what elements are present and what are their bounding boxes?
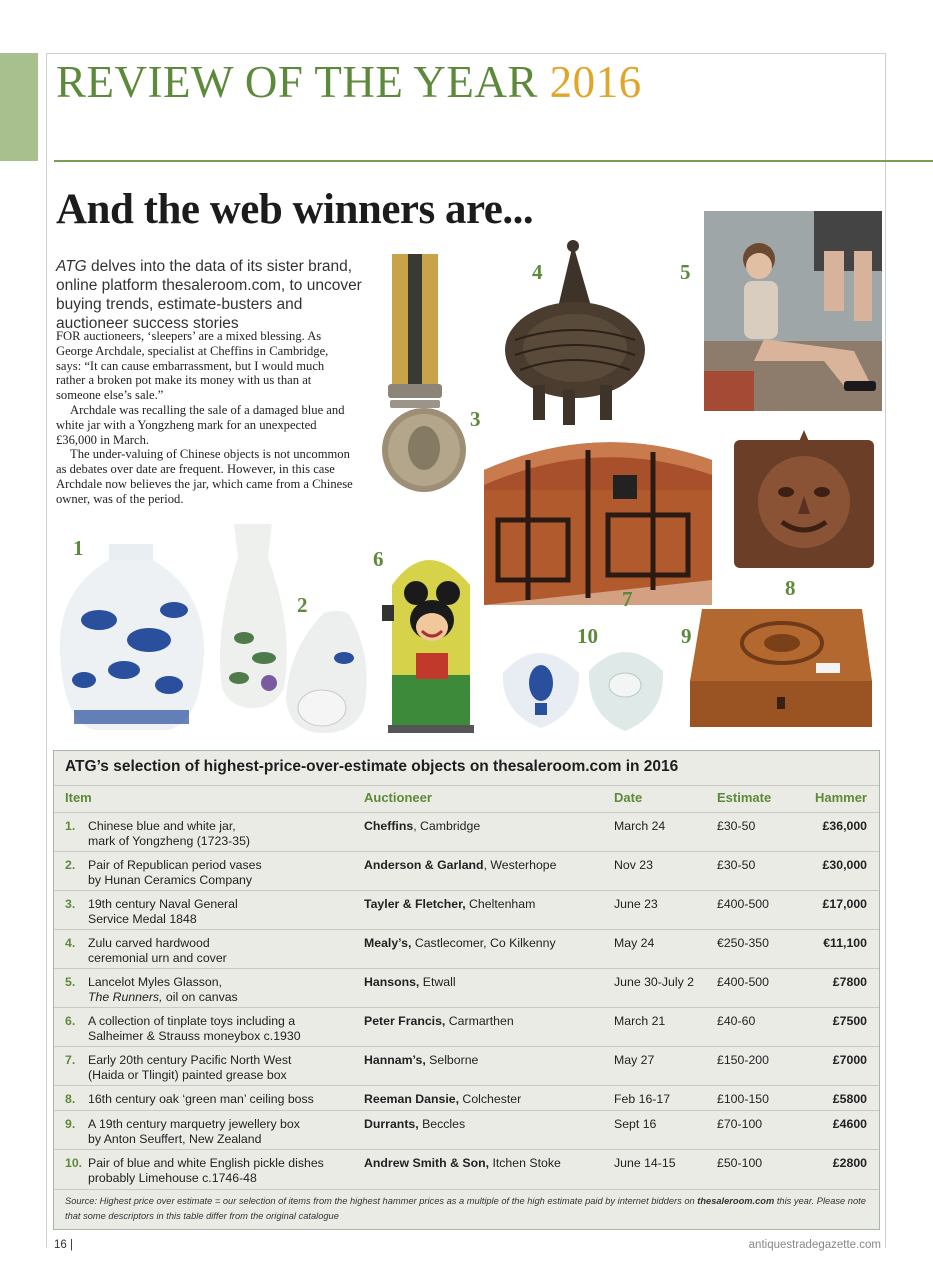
row-number: 9. <box>65 1117 76 1131</box>
row-number: 7. <box>65 1053 76 1067</box>
republican-vases-image <box>214 518 374 738</box>
row-item <box>88 936 368 966</box>
row-item <box>88 1117 368 1147</box>
row-auctioneer <box>364 1117 614 1132</box>
row-item <box>88 858 368 888</box>
auctioneer-name: Mealy’s, <box>364 936 412 950</box>
note-text: Source: Highest price over estimate = our selection of items from the highest hammer prices as a multiple of the high estimate paid by internet bidders on <box>65 1196 698 1206</box>
row-item <box>88 1092 368 1107</box>
row-number: 10. <box>65 1156 83 1170</box>
figure-number-1: 1 <box>73 536 84 560</box>
header-date: Date <box>614 790 643 805</box>
section-tab <box>0 53 38 161</box>
row-estimate: £50-100 <box>717 1156 763 1170</box>
item-line-2: oil on canvas <box>162 990 238 1004</box>
body-paragraph-3: The under-valuing of Chinese objects is not uncommon as debates over date are frequent. However, in this case Archdale now believes the jar, which came from a Chinese owner, was of the period. <box>56 447 353 506</box>
row-estimate: £150-200 <box>717 1053 769 1067</box>
item-line-1: Zulu carved hardwood <box>88 936 210 950</box>
row-number: 8. <box>65 1092 76 1106</box>
row-date: Sept 16 <box>614 1117 657 1131</box>
standfirst-text: delves into the data of its sister brand, online platform thesaleroom.com, to uncover buying trends, estimate-busters and auctioneer success stories <box>56 258 362 332</box>
row-auctioneer <box>364 1092 614 1107</box>
row-hammer: £4600 <box>832 1117 867 1131</box>
row-item <box>88 897 368 927</box>
row-item <box>88 1156 368 1186</box>
item-line-1: Lancelot Myles Glasson, <box>88 975 222 989</box>
item-line-1: A collection of tinplate toys including a <box>88 1014 296 1028</box>
figure-number-4: 4 <box>532 260 543 284</box>
auctioneer-name: Andrew Smith & Son, <box>364 1156 490 1170</box>
table-row <box>54 1149 879 1190</box>
row-estimate: €250-350 <box>717 936 769 950</box>
row-estimate: £30-50 <box>717 858 756 872</box>
row-hammer: €11,100 <box>823 936 867 950</box>
item-line-1: Early 20th century Pacific North West <box>88 1053 292 1067</box>
auctioneer-name: Durrants, <box>364 1117 419 1131</box>
row-date: June 23 <box>614 897 658 911</box>
row-date: Feb 16-17 <box>614 1092 671 1106</box>
row-item <box>88 1053 368 1083</box>
auctioneer-name: Peter Francis, <box>364 1014 446 1028</box>
row-item <box>88 1014 368 1044</box>
auctioneer-name: Anderson & Garland <box>364 858 484 872</box>
row-auctioneer <box>364 1014 614 1029</box>
figure-number-2: 2 <box>297 593 308 617</box>
row-hammer: £36,000 <box>822 819 867 833</box>
header-hammer: Hammer <box>814 790 867 805</box>
table-row <box>54 1007 879 1047</box>
grease-box-image <box>478 430 718 612</box>
painting-title: The Runners, <box>88 990 163 1004</box>
blue-white-jar-image <box>54 540 209 735</box>
auctioneer-location: Beccles <box>418 1117 466 1131</box>
auctioneer-name: Hannam’s, <box>364 1053 426 1067</box>
item-line-1: 16th century oak ‘green man’ ceiling boss <box>88 1092 314 1106</box>
item-line-1: 19th century Naval General <box>88 897 238 911</box>
row-estimate: £70-100 <box>717 1117 763 1131</box>
figure-number-8: 8 <box>785 576 796 600</box>
table-row <box>54 851 879 891</box>
auctioneer-name: Cheffins <box>364 819 414 833</box>
row-hammer: £2800 <box>832 1156 867 1170</box>
body-paragraph-1: FOR auctioneers, ‘sleepers’ are a mixed blessing. As George Archdale, specialist at Cheffins in Cambridge, says: “It can cause embarrassment, but I would much rather a broken pot make its money with us than at someone else’s sale.” <box>56 329 329 403</box>
row-estimate: £400-500 <box>717 975 769 989</box>
section-header <box>56 56 642 108</box>
row-hammer: £30,000 <box>822 858 867 872</box>
row-date: June 30-July 2 <box>614 975 694 989</box>
page-number: 16 | <box>54 1239 73 1251</box>
table-row <box>54 812 879 852</box>
auctioneer-location: Cheltenham <box>465 897 536 911</box>
auctioneer-name: Tayler & Fletcher, <box>364 897 466 911</box>
price-table <box>53 750 880 1230</box>
standfirst-brand: ATG <box>56 258 87 275</box>
row-number: 1. <box>65 819 76 833</box>
item-line-2: mark of Yongzheng (1723-35) <box>88 834 251 848</box>
table-row <box>54 1110 879 1150</box>
figure-number-6: 6 <box>373 547 384 571</box>
item-line-1: Pair of Republican period vases <box>88 858 262 872</box>
row-number: 4. <box>65 936 76 950</box>
auctioneer-location: Selborne <box>425 1053 479 1067</box>
row-number: 2. <box>65 858 76 872</box>
row-date: March 21 <box>614 1014 666 1028</box>
row-hammer: £7800 <box>832 975 867 989</box>
row-auctioneer <box>364 897 614 912</box>
row-estimate: £30-50 <box>717 819 756 833</box>
section-title: REVIEW OF THE YEAR <box>56 57 538 107</box>
row-number: 3. <box>65 897 76 911</box>
item-line-1: Pair of blue and white English pickle dishes <box>88 1156 324 1170</box>
figure-number-7: 7 <box>622 587 633 611</box>
figure-number-3: 3 <box>470 407 481 431</box>
auctioneer-location: Itchen Stoke <box>489 1156 561 1170</box>
row-item <box>88 819 368 849</box>
standfirst <box>56 257 378 333</box>
auctioneer-location: Castlecomer, Co Kilkenny <box>411 936 556 950</box>
body-paragraph-2: Archdale was recalling the sale of a damaged blue and white jar with a Yongzheng mark for an unexpected £36,000 in March. <box>56 402 345 447</box>
figure-number-9: 9 <box>681 624 692 648</box>
row-auctioneer <box>364 858 614 873</box>
item-line-2: probably Limehouse c.1746-48 <box>88 1171 257 1185</box>
item-line-1: Chinese blue and white jar, <box>88 819 236 833</box>
row-item <box>88 975 368 1005</box>
row-auctioneer <box>364 1053 614 1068</box>
item-line-2: by Anton Seuffert, New Zealand <box>88 1132 262 1146</box>
zulu-urn-image <box>495 240 655 430</box>
table-row <box>54 1046 879 1086</box>
note-text-end: this year. Please note that some descriptors in this table differ from the original catalogue <box>65 1196 866 1221</box>
row-hammer: £5800 <box>832 1092 867 1106</box>
item-line-2: (Haida or Tlingit) painted grease box <box>88 1068 287 1082</box>
row-date: May 27 <box>614 1053 655 1067</box>
auctioneer-location: Etwall <box>419 975 456 989</box>
row-date: May 24 <box>614 936 655 950</box>
row-date: March 24 <box>614 819 666 833</box>
row-number: 5. <box>65 975 76 989</box>
headline: And the web winners are... <box>56 186 534 233</box>
green-man-boss-image <box>730 430 878 570</box>
header-item: Item <box>65 790 92 805</box>
table-row <box>54 968 879 1008</box>
row-auctioneer <box>364 819 614 834</box>
row-auctioneer <box>364 975 614 990</box>
item-line-2: Salheimer & Strauss moneybox c.1930 <box>88 1029 301 1043</box>
header-estimate: Estimate <box>717 790 772 805</box>
note-site: thesaleroom.com <box>697 1196 775 1206</box>
row-auctioneer <box>364 936 614 951</box>
auctioneer-location: Colchester <box>459 1092 522 1106</box>
row-estimate: £40-60 <box>717 1014 756 1028</box>
section-year: 2016 <box>549 57 642 107</box>
row-estimate: £400-500 <box>717 897 769 911</box>
auctioneer-name: Hansons, <box>364 975 420 989</box>
runners-painting-image <box>704 211 882 411</box>
row-auctioneer <box>364 1156 614 1171</box>
table-title: ATG’s selection of highest-price-over-estimate objects on thesaleroom.com in 2016 <box>65 758 679 775</box>
figure-number-5: 5 <box>680 260 691 284</box>
mickey-moneybox-image <box>378 545 484 735</box>
row-hammer: £17,000 <box>822 897 867 911</box>
row-estimate: £100-150 <box>717 1092 769 1106</box>
table-source-note <box>65 1194 875 1224</box>
item-line-1: A 19th century marquetry jewellery box <box>88 1117 300 1131</box>
item-line-2: Service Medal 1848 <box>88 912 197 926</box>
marquetry-box-image <box>686 605 876 731</box>
auctioneer-location: , Cambridge <box>413 819 481 833</box>
auctioneer-location: , Westerhope <box>483 858 557 872</box>
medal-image <box>378 250 468 495</box>
header-rule <box>54 160 933 162</box>
header-auctioneer: Auctioneer <box>364 790 432 805</box>
row-date: June 14-15 <box>614 1156 676 1170</box>
footer-site: antiquestradegazette.com <box>748 1239 881 1251</box>
auctioneer-name: Reeman Dansie, <box>364 1092 460 1106</box>
item-line-2: by Hunan Ceramics Company <box>88 873 253 887</box>
body-text <box>56 329 356 507</box>
row-hammer: £7500 <box>832 1014 867 1028</box>
figure-number-10: 10 <box>577 624 598 648</box>
table-header <box>54 785 879 813</box>
table-row <box>54 929 879 969</box>
row-date: Nov 23 <box>614 858 653 872</box>
item-line-2: ceremonial urn and cover <box>88 951 227 965</box>
table-row <box>54 890 879 930</box>
row-number: 6. <box>65 1014 76 1028</box>
row-hammer: £7000 <box>832 1053 867 1067</box>
auctioneer-location: Carmarthen <box>445 1014 514 1028</box>
table-row <box>54 1085 879 1111</box>
